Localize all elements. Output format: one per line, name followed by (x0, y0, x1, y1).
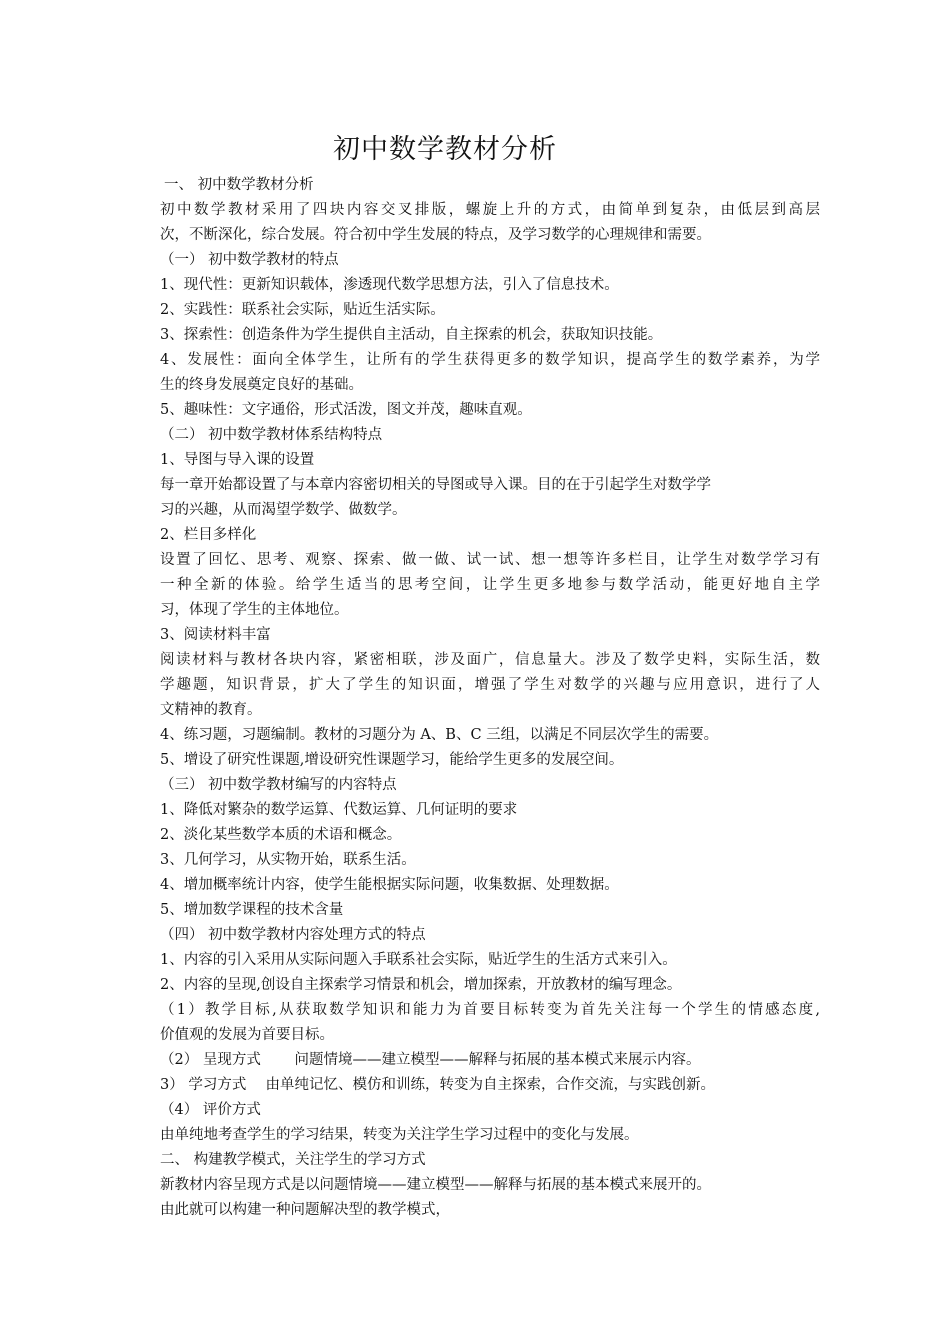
list-item-continuation: 价值观的发展为首要目标。 (160, 1027, 334, 1043)
list-item: 2、内容的呈现,创设自主探索学习情景和机会，增加探索，开放教材的编写理念。 (160, 977, 682, 993)
subsection-heading: （二） 初中数学教材体系结构特点 (160, 427, 383, 443)
section-heading-2: 二、 构建教学模式，关注学生的学习方式 (160, 1152, 426, 1168)
paragraph-line: 每一章开始都设置了与本章内容密切相关的导图或导入课。目的在于引起学生对数学学 (160, 477, 711, 493)
subsection-heading: （三） 初中数学教材编写的内容特点 (160, 777, 397, 793)
list-item: 3、探索性：创造条件为学生提供自主活动，自主探索的机会，获取知识技能。 (160, 327, 663, 343)
list-item: （1）教学目标,从获取数学知识和能力为首要目标转变为首先关注每一个学生的情感态度, (160, 1002, 820, 1018)
list-item: 2、实践性：联系社会实际，贴近生活实际。 (160, 302, 445, 318)
paragraph-line: 新教材内容呈现方式是以问题情境——建立模型——解释与拓展的基本模式来展开的。 (160, 1177, 711, 1193)
list-item: 1、导图与导入课的设置 (160, 452, 315, 468)
paragraph-line: 文精神的教育。 (160, 702, 262, 718)
list-item: 1、现代性：更新知识载体，渗透现代数学思想方法，引入了信息技术。 (160, 277, 619, 293)
page-title: 初中数学教材分析 (333, 134, 557, 165)
list-item: 4、发展性：面向全体学生，让所有的学生获得更多的数学知识，提高学生的数学素养，为学 (160, 352, 820, 368)
paragraph-line: 初中数学教材采用了四块内容交叉排版，螺旋上升的方式，由简单到复杂，由低层到高层 (160, 202, 820, 218)
list-item: 5、增设了研究性课题,增设研究性课题学习，能给学生更多的发展空间。 (160, 752, 624, 768)
list-item: （4） 评价方式 (160, 1102, 261, 1118)
list-item: 4、增加概率统计内容，使学生能根据实际问题，收集数据、处理数据。 (160, 877, 619, 893)
paragraph-line: 学趣题，知识背景，扩大了学生的知识面，增强了学生对数学的兴趣与应用意识，进行了人 (160, 677, 820, 693)
paragraph-line: 由此就可以构建一种问题解决型的教学模式， (160, 1202, 450, 1218)
list-item: 3、阅读材料丰富 (160, 627, 271, 643)
subsection-heading: （四） 初中数学教材内容处理方式的特点 (160, 927, 426, 943)
subsection-heading: （一） 初中数学教材的特点 (160, 252, 339, 268)
list-item: 1、降低对繁杂的数学运算、代数运算、几何证明的要求 (160, 802, 518, 818)
list-item: 1、内容的引入采用从实际问题入手联系社会实际，贴近学生的生活方式来引入。 (160, 952, 677, 968)
list-item-continuation: 生的终身发展奠定良好的基础。 (160, 377, 363, 393)
document-body (160, 173, 820, 1223)
paragraph-line: 习，体现了学生的主体地位。 (160, 602, 349, 618)
paragraph-line: 阅读材料与教材各块内容，紧密相联，涉及面广，信息量大。涉及了数学史料，实际生活，数 (160, 652, 820, 668)
list-item: 2、淡化某些数学本质的术语和概念。 (160, 827, 402, 843)
paragraph-line: 习的兴趣，从而渴望学数学、做数学。 (160, 502, 407, 518)
list-item: 5、趣味性：文字通俗，形式活泼，图文并茂，趣味直观。 (160, 402, 532, 418)
list-item: 3） 学习方式 由单纯记忆、模仿和训练，转变为自主探索，合作交流，与实践创新。 (160, 1077, 715, 1093)
section-heading-1: 一、 初中数学教材分析 (164, 177, 314, 193)
list-item: 4、练习题，习题编制。教材的习题分为 A、B、C 三组，以满足不同层次学生的需要。 (160, 727, 719, 743)
list-item: （2） 呈现方式 问题情境——建立模型——解释与拓展的基本模式来展示内容。 (160, 1052, 701, 1068)
list-item: 2、栏目多样化 (160, 527, 257, 543)
paragraph-line: 一种全新的体验。给学生适当的思考空间，让学生更多地参与数学活动，能更好地自主学 (160, 577, 820, 593)
paragraph-line: 由单纯地考查学生的学习结果，转变为关注学生学习过程中的变化与发展。 (160, 1127, 639, 1143)
paragraph-line: 次，不断深化，综合发展。符合初中学生发展的特点，及学习数学的心理规律和需要。 (160, 227, 711, 243)
list-item: 3、几何学习，从实物开始，联系生活。 (160, 852, 416, 868)
list-item: 5、增加数学课程的技术含量 (160, 902, 344, 918)
paragraph-line: 设置了回忆、思考、观察、探索、做一做、试一试、想一想等许多栏目，让学生对数学学习有 (160, 552, 820, 568)
